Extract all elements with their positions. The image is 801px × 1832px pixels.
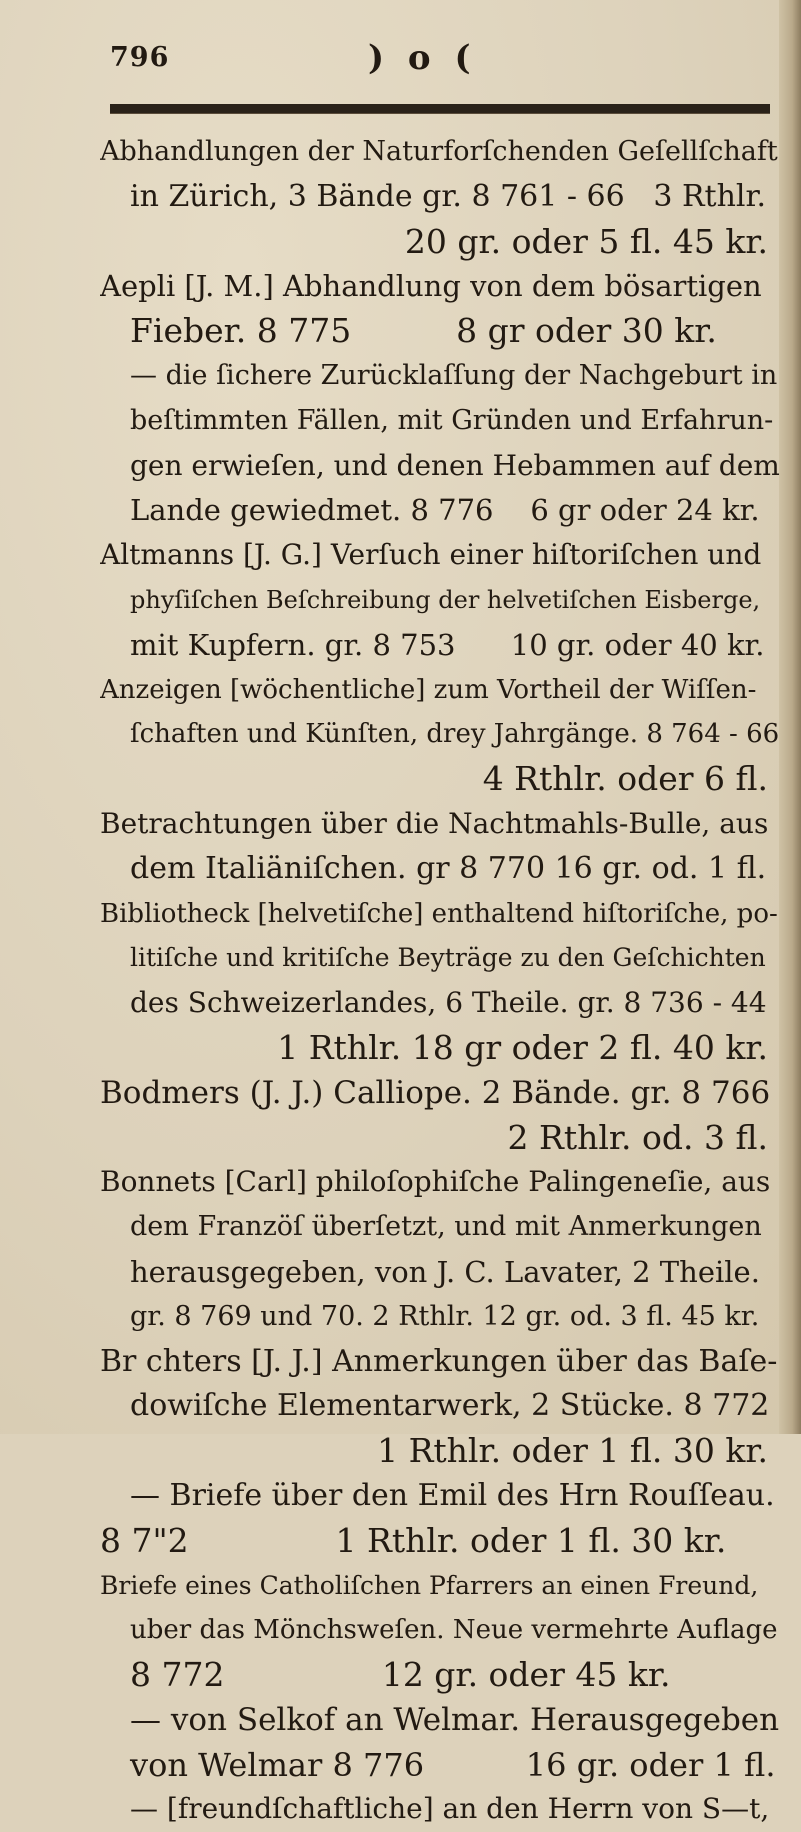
line-text: Bonnets [Carl] philoſophiſche Palingeneſie, aus [100, 1165, 771, 1199]
page-number: 796 [110, 42, 170, 73]
text-line [100, 1071, 780, 1116]
text-line [100, 399, 780, 444]
text-line [100, 220, 780, 265]
text-line [100, 936, 780, 981]
text-line [100, 1295, 780, 1340]
line-text: beſtimmten Fällen, mit Gründen und Erfahrun- [130, 404, 774, 436]
line-text: — die ſichere Zurücklaſſung der Nachgeburt in [130, 359, 778, 391]
line-text: uber das Mönchsweſen. Neue vermehrte Auflage [130, 1615, 778, 1646]
text-line [100, 533, 780, 578]
text-line [100, 1250, 780, 1295]
line-text: — Briefe über den Emil des Hrn Rouſſeau. [130, 1477, 775, 1513]
line-text: dem Franzöſ überſetzt, und mit Anmerkungen [130, 1211, 762, 1243]
line-text: gen erwieſen, und denen Hebammen auf dem [130, 448, 780, 482]
line-text: Bodmers (J. J.) Calliope. 2 Bände. gr. 8 766 [100, 1074, 771, 1111]
text-line [100, 1026, 780, 1071]
line-text: Bibliotheck [helvetiſche] enthaltend hiſtoriſche, po- [100, 898, 778, 929]
text-line [100, 578, 780, 623]
page-edge [779, 0, 801, 1434]
line-text: Betrachtungen über die Nachtmahls-Bulle, aus [100, 806, 769, 840]
header-rule [110, 104, 770, 113]
text-line [100, 981, 780, 1026]
line-text: Altmanns [J. G.] Verſuch einer hiſtoriſchen und [100, 538, 762, 572]
line-text: dem Italiäniſchen. gr 8 770 16 gr. od. 1 fl. [130, 850, 767, 886]
line-text: phyſiſchen Beſchreibung der helvetiſchen Eisberge, [130, 585, 761, 614]
line-text: Br chters [J. J.] Anmerkungen über das Baſe- [100, 1343, 778, 1379]
text-line [100, 1384, 780, 1429]
text-line [100, 1564, 780, 1609]
text-line [100, 1787, 780, 1832]
line-text: Fieber. 8 775 8 gr oder 30 kr. [130, 311, 717, 351]
line-text: 2 Rthlr. od. 3 fl. [507, 1117, 768, 1157]
line-text: Aepli [J. M.] Abhandlung von dem bösartigen [100, 269, 762, 304]
line-text: gr. 8 769 und 70. 2 Rthlr. 12 gr. od. 3 fl. 45 kr. [130, 1300, 760, 1332]
line-text: mit Kupfern. gr. 8 753 10 gr. oder 40 kr. [130, 627, 765, 662]
text-line [100, 1340, 780, 1385]
line-text: 8 7"2 1 Rthlr. oder 1 fl. 30 kr. [100, 1520, 727, 1560]
line-text: des Schweizerlandes, 6 Theile. gr. 8 736 - 44 [130, 986, 767, 1020]
text-line [100, 444, 780, 489]
line-text: in Zürich, 3 Bände gr. 8 761 - 66 3 Rthlr. [130, 178, 767, 214]
text-line [100, 175, 780, 220]
text-line [100, 1743, 780, 1788]
text-line [100, 1474, 780, 1519]
line-text: Anzeigen [wöchentliche] zum Vortheil der Wiſſen- [100, 674, 757, 705]
text-line [100, 623, 780, 668]
text-line [100, 1608, 780, 1653]
line-text: von Welmar 8 776 16 gr. oder 1 fl. [130, 1745, 776, 1784]
line-text: — [freundſchaftliche] an den Herrn von S—t, [130, 1792, 770, 1826]
line-text: 4 Rthlr. oder 6 fl. [482, 759, 768, 799]
text-line [100, 1653, 780, 1698]
line-text: Lande gewiedmet. 8 776 6 gr oder 24 kr. [130, 493, 760, 528]
text-line [100, 802, 780, 847]
line-text: Briefe eines Catholiſchen Pfarrers an einen Freund, [100, 1570, 759, 1600]
line-text: herausgegeben, von J. C. Lavater, 2 Theile. [130, 1254, 760, 1289]
text-line [100, 847, 780, 892]
line-text: Abhandlungen der Naturforſchenden Geſellſchaft [100, 136, 778, 167]
text-line [100, 1116, 780, 1161]
text-line [100, 668, 780, 713]
text-line [100, 892, 780, 937]
text-line [100, 488, 780, 533]
text-line [100, 1698, 780, 1743]
text-line [100, 1160, 780, 1205]
line-text: 1 Rthlr. 18 gr oder 2 fl. 40 kr. [277, 1027, 768, 1067]
text-line [100, 1429, 780, 1474]
text-line [100, 1205, 780, 1250]
text-line [100, 309, 780, 354]
line-text: dowiſche Elementarwerk, 2 Stücke. 8 772 [130, 1388, 770, 1424]
text-line [100, 1519, 780, 1564]
catalog-entries [100, 130, 780, 1832]
text-line [100, 757, 780, 802]
line-text: ſchaften und Künſten, drey Jahrgänge. 8 764 - 66 [130, 719, 780, 750]
line-text: 8 772 12 gr. oder 45 kr. [130, 1655, 671, 1695]
text-line [100, 264, 780, 309]
line-text: litiſche und kritiſche Beyträge zu den Geſchichten [130, 943, 766, 973]
page-header [110, 38, 770, 98]
line-text: — von Selkof an Welmar. Herausgegeben [130, 1701, 780, 1738]
header-ornament: ) o ( [368, 38, 477, 78]
line-text: 20 gr. oder 5 fl. 45 kr. [404, 221, 768, 261]
text-line [100, 130, 780, 175]
text-line [100, 712, 780, 757]
line-text: 1 Rthlr. oder 1 fl. 30 kr. [377, 1431, 768, 1471]
text-line [100, 354, 780, 399]
